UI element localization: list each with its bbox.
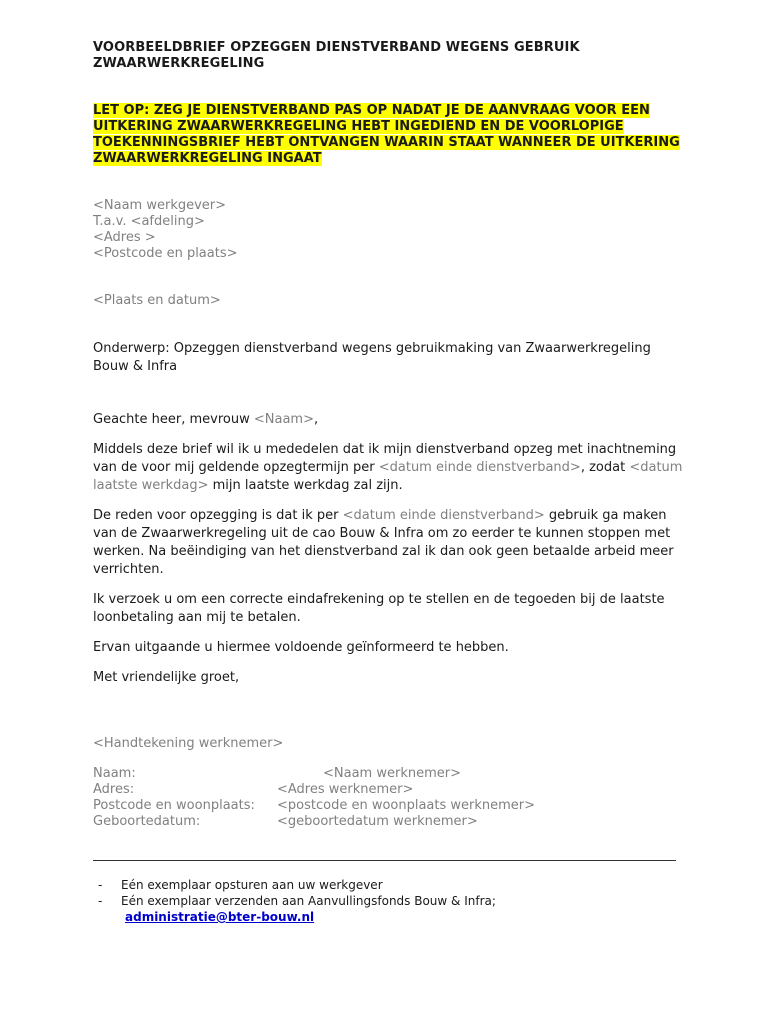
letter-subject: Onderwerp: Opzeggen dienstverband wegens gebruikmaking van Zwaarwerkregeling Bouw & Infra (93, 341, 651, 374)
detail-label: Naam: (93, 766, 136, 781)
paragraph-resignation-part-c: mijn laatste werkdag zal zijn. (208, 478, 403, 493)
detail-value: <Adres werknemer> (277, 782, 414, 797)
footer-instructions (93, 877, 496, 909)
list-item-text: Eén exemplaar opsturen aan uw werkgever (121, 878, 383, 892)
employee-details (93, 766, 683, 830)
warning-notice-text: LET OP: ZEG JE DIENSTVERBAND PAS OP NADAT JE DE AANVRAAG VOOR EEN UITKERING ZWAARWERKREGELING HEBT INGEDIEND EN DE VOORLOPIGE TOEKENNINGSBRIEF HEBT ONTVANGEN WAARIN STAAT WANNEER DE UITKERING ZWAARWERKREGELING INGAAT (93, 103, 680, 166)
detail-row-postcode (93, 798, 683, 814)
list-item (93, 893, 496, 909)
employer-name: <Naam werkgever> (93, 198, 227, 213)
signature-placeholder: <Handtekening werknemer> (93, 736, 284, 751)
list-dash: - (98, 894, 103, 908)
detail-label: Postcode en woonplaats: (93, 798, 255, 813)
list-item (93, 877, 496, 893)
employer-address-block (93, 198, 683, 262)
detail-value: <postcode en woonplaats werknemer> (277, 798, 536, 813)
paragraph-reason-part-a: De reden voor opzegging is dat ik per (93, 508, 343, 523)
letter-body (93, 40, 683, 830)
paragraph-settlement: Ik verzoek u om een correcte eindafrekening op te stellen en de tegoeden bij de laatste loonbetaling aan mij te betalen. (93, 592, 665, 625)
paragraph-reason-part-b: gebruik ga maken van de Zwaarwerkregeling uit de cao Bouw & Infra om zo eerder te kunnen stoppen met werken. Na beëindiging van het dienstverband zal ik dan ook geen betaalde arbeid meer verrichten. (93, 508, 674, 577)
paragraph-resignation (93, 441, 683, 495)
detail-row-birthdate (93, 814, 683, 830)
warning-notice (93, 103, 683, 167)
paragraph-reason (93, 507, 683, 579)
employer-postcode-city: <Postcode en plaats> (93, 246, 238, 261)
detail-label: Adres: (93, 782, 135, 797)
paragraph-informed: Ervan uitgaande u hiermee voldoende geïnformeerd te hebben. (93, 640, 509, 655)
salutation-text: Geachte heer, mevrouw (93, 412, 254, 427)
place-and-date: <Plaats en datum> (93, 293, 221, 308)
salutation-name-placeholder: <Naam> (253, 412, 314, 427)
reason-end-date-placeholder: <datum einde dienstverband> (342, 508, 545, 523)
detail-row-name (93, 766, 683, 782)
detail-value: <geboortedatum werknemer> (277, 814, 478, 829)
detail-row-address (93, 782, 683, 798)
paragraph-resignation-part-a: Middels deze brief wil ik u mededelen dat ik mijn dienstverband opzeg met inachtneming van de voor mij geldende opzegtermijn per (93, 442, 677, 475)
list-dash: - (98, 878, 103, 892)
detail-value: <Naam werknemer> (323, 766, 461, 781)
paragraph-resignation-part-b: , zodat (580, 460, 630, 475)
salutation-end: , (313, 412, 319, 427)
detail-label: Geboortedatum: (93, 814, 201, 829)
salutation (93, 411, 683, 429)
list-item-text: Eén exemplaar verzenden aan Aanvullingsfonds Bouw & Infra; (121, 894, 496, 908)
employer-street: <Adres > (93, 230, 156, 245)
email-link[interactable]: administratie@bter-bouw.nl (125, 910, 315, 924)
letter-title: VOORBEELDBRIEF OPZEGGEN DIENSTVERBAND WEGENS GEBRUIK ZWAARWERKREGELING (93, 40, 580, 71)
end-date-placeholder: <datum einde dienstverband> (378, 460, 581, 475)
footer-divider (93, 860, 676, 861)
employer-attention: T.a.v. <afdeling> (93, 214, 205, 229)
closing-greeting: Met vriendelijke groet, (93, 670, 240, 685)
last-workday-placeholder: <datum laatste werkdag> (93, 460, 683, 493)
